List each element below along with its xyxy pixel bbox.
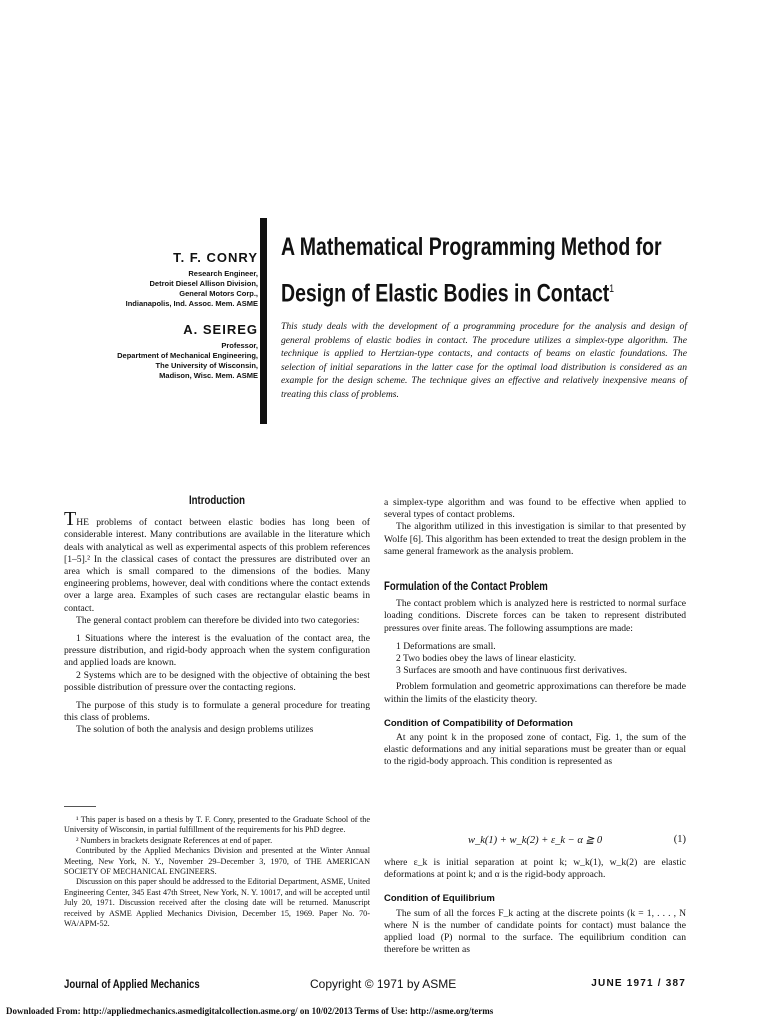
right-column <box>384 497 686 769</box>
right-paragraph-3: The contact problem which is analyzed here is restricted to normal surface loading conditions. Discrete forces can be taken to represent distributed pressures over finite areas. The following assumptions are made: <box>384 598 686 634</box>
footer-journal-name: Journal of Applied Mechanics <box>64 977 200 991</box>
right-paragraph-1: a simplex-type algorithm and was found to be effective when applied to several types of contact problems. <box>384 497 686 521</box>
footnote: ¹ This paper is based on a thesis by T. F. Conry, presented to the Graduate School of the University of Wisconsin, in partial fulfillment of the requirements for his PhD degree. <box>64 815 370 835</box>
right-paragraph-2: The algorithm utilized in this investigation is similar to that presented by Wolfe [6]. This algorithm has been extended to treat the design problem in the same general framework as the analysis problem. <box>384 521 686 557</box>
equation-1 <box>384 834 686 850</box>
author-affiliation-line: Madison, Wisc. Mem. ASME <box>159 371 258 380</box>
intro-paragraph-3: The purpose of this study is to formulate a general procedure for treating this class of problems. <box>64 700 370 724</box>
footnote: Contributed by the Applied Mechanics Division and presented at the Winter Annual Meeting, New York, N. Y., November 29–December 3, 1970, of THE AMERICAN SOCIETY OF MECHANICAL ENGINEERS. <box>64 846 370 877</box>
list-item: 3 Surfaces are smooth and have continuous first derivatives. <box>396 665 627 677</box>
paper-title <box>281 226 662 314</box>
author-name: T. F. CONRY <box>173 250 258 265</box>
abstract: This study deals with the development of a programming procedure for the analysis and design of general problems of elastic bodies in contact. The procedure utilizes a simplex-type algorithm. The technique is applied to Hertzian-type contacts, and contacts of beams on elastic foundations. The selection of initial separations in the latter case for the optimal load distribution is considered as an example for the design scheme. The technique gives an effective and relatively inexpensive means of treating this class of problems. <box>281 321 687 400</box>
right-paragraph-4: Problem formulation and geometric approximations can therefore be made within the limits of the elasticity theory. <box>384 681 686 705</box>
intro-paragraph-4: The solution of both the analysis and design problems utilizes <box>76 724 314 736</box>
list-item: 2 Two bodies obey the laws of linear elasticity. <box>396 653 576 665</box>
author-name: A. SEIREG <box>183 322 258 337</box>
title-line-1: A Mathematical Programming Method for <box>281 233 662 261</box>
download-line: Downloaded From: http://appliedmechanics.asmedigitalcollection.asme.org/ on 10/02/2013 Terms of Use: http://asme.org/terms <box>6 1006 494 1016</box>
section-heading-introduction: Introduction <box>189 493 245 507</box>
equation-number: (1) <box>673 834 686 845</box>
footnote: ² Numbers in brackets designate References at end of paper. <box>76 835 273 845</box>
author-affiliation-line: Professor, <box>221 341 258 350</box>
subheading-equilibrium: Condition of Equilibrium <box>384 893 495 905</box>
equation-body: w_k(1) + w_k(2) + ε_k − α ≧ 0 <box>468 835 603 846</box>
footer-copyright: Copyright © 1971 by ASME <box>310 977 457 991</box>
author-affiliation-line: Indianapolis, Ind. Assoc. Mem. ASME <box>125 299 258 308</box>
author-block-conry <box>126 250 258 309</box>
left-column <box>64 494 370 737</box>
title-footnote-mark: 1 <box>609 283 615 295</box>
author-affiliation-line: Department of Mechanical Engineering, <box>117 351 258 360</box>
list-item: 1 Deformations are small. <box>396 640 496 652</box>
right-column-lower <box>384 857 686 956</box>
footnote: Discussion on this paper should be addressed to the Editorial Department, ASME, United Engineering Center, 345 East 47th Street, New York, N. Y. 10017, and will be accepted until July 20, 1971. Discussion received after the closing date will be returned. Manuscript received by ASME Applied Mechanics Division, December 15, 1969. Paper No. 70-WA/APM-52. <box>64 877 370 929</box>
right-paragraph-6: where ε_k is initial separation at point k; w_k(1), w_k(2) are elastic deformations at point k; and α is the rigid-body approach. <box>384 857 686 881</box>
section-heading-formulation: Formulation of the Contact Problem <box>384 579 548 594</box>
intro-paragraph-1 <box>64 508 370 615</box>
author-affiliation-line: Research Engineer, <box>188 269 258 278</box>
author-block-seireg <box>117 322 258 381</box>
footer-date-page: JUNE 1971 / 387 <box>591 978 686 989</box>
subheading-compatibility: Condition of Compatibility of Deformation <box>384 717 573 729</box>
title-rule <box>260 218 267 424</box>
list-item: 2 Systems which are to be designed with the objective of obtaining the best possible distribution of pressure over the contacting regions. <box>64 669 370 693</box>
author-affiliation-line: The University of Wisconsin, <box>155 361 258 370</box>
right-paragraph-7: The sum of all the forces F_k acting at the discrete points (k = 1, . . . , N where N is the number of candidate points for contact) must balance the applied load (P) normal to the surface. The equilibrium condition can therefore be written as <box>384 907 686 956</box>
author-affiliation-line: Detroit Diesel Allison Division, <box>149 279 258 288</box>
drop-cap: T <box>64 508 77 531</box>
title-line-2-text: Design of Elastic Bodies in Contact <box>281 279 610 308</box>
footnotes <box>64 815 370 929</box>
intro-paragraph-1-text: HE problems of contact between elastic bodies has long been of considerable interest. Many contributions are available in the literature which deals with analytical as well as experimental aspects of this problem references [1–5].² In the classical cases of contact the pressures are distributed over an area which is small compared to the dimensions of the bodies. Many engineering problems, however, deal with conditions where the contact extends over a large area. Examples of such cases are rectangular elastic beams in contact. <box>64 517 370 614</box>
intro-paragraph-2: The general contact problem can therefore be divided into two categories: <box>76 614 360 626</box>
author-affiliation-line: General Motors Corp., <box>179 289 258 298</box>
list-item: 1 Situations where the interest is the evaluation of the contact area, the pressure distribution, and rigid-body approach when the system configuration and applied loads are known. <box>64 633 370 669</box>
right-paragraph-5: At any point k in the proposed zone of contact, Fig. 1, the sum of the elastic deformations and any initial separations must be greater than or equal to the rigid-body approach. This condition is represented as <box>384 732 686 768</box>
title-line-2 <box>281 268 640 314</box>
footnote-rule <box>64 806 96 807</box>
